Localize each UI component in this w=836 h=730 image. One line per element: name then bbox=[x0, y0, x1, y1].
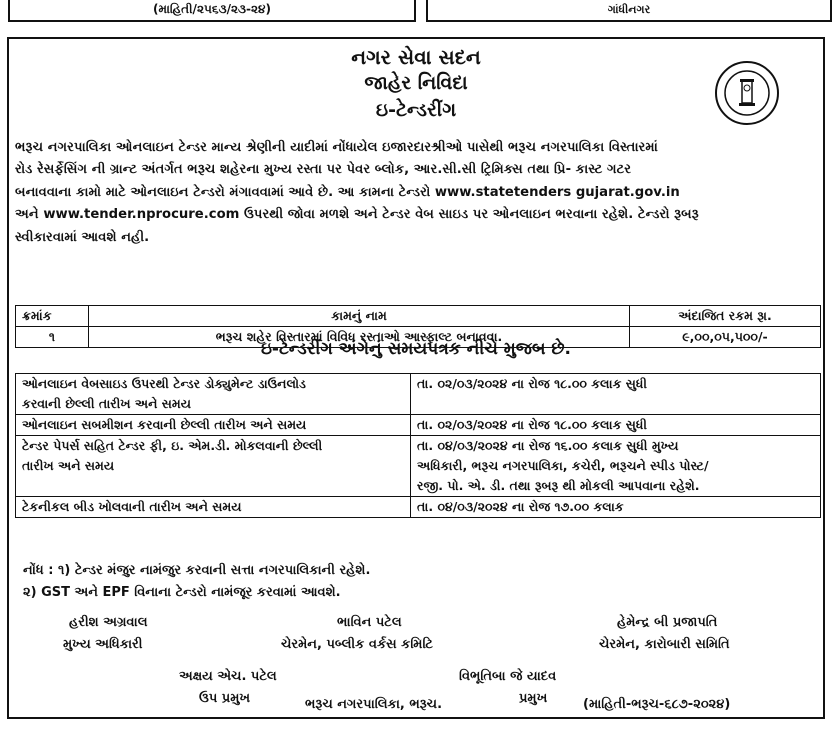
schedule-value-cell bbox=[411, 374, 821, 415]
note-line-1: નોંધ : ૧) ટેન્ડર મંજુર નામંજુર કરવાની સત્તા નગરપાલિકાની રહેશે. bbox=[23, 563, 371, 578]
signatory-2-name: ભાવિન પટેલ bbox=[337, 615, 402, 630]
body-line: બનાવવાના કામો માટે ઓનલાઇન ટેન્ડરો મંગાવવામાં આવે છે. આ કામના ટેન્ડરો www.statetenders gujarat.gov.in bbox=[15, 184, 680, 200]
schedule-label-line: ટેકનીકલ બીડ ખોલવાની તારીખ અને સમય bbox=[22, 499, 242, 514]
schedule-label-cell bbox=[16, 497, 411, 518]
col-work-name-header: કામનું નામ bbox=[89, 306, 630, 327]
col-serial-header: ક્રમાંક bbox=[16, 306, 89, 327]
table-row bbox=[16, 415, 821, 436]
schedule-value-cell bbox=[411, 497, 821, 518]
schedule-label-line: ટેન્ડર પેપર્સ સહિત ટેન્ડર ફી, ઇ. એમ.ડી. મોકલવાની છેલ્લી bbox=[22, 438, 323, 453]
signatory-2-title: ચેરમેન, પબ્લીક વર્કસ કમિટિ bbox=[281, 637, 433, 652]
col-amount-header: અંદાજિત રકમ રૂા. bbox=[630, 306, 821, 327]
schedule-table bbox=[15, 373, 821, 518]
table-row bbox=[16, 436, 821, 497]
notice-reference: (માહિતી-ભરૂચ-૬૮૭-૨૦૨૪) bbox=[583, 697, 731, 712]
signatory-1-name: હરીશ અગ્રવાલ bbox=[69, 615, 148, 630]
schedule-value-line: તા. ૦૪/૦૩/૨૦૨૪ ના રોજ ૧૭.૦૦ કલાક bbox=[417, 499, 624, 514]
signatory-1-title: મુખ્ય અધિકારી bbox=[63, 637, 143, 652]
previous-notice-right-text: ગાંધીનગર bbox=[607, 3, 651, 16]
schedule-value-line: રજી. પો. એ. ડી. તથા રૂબરૂ થી મોકલી આપવાના રહેશે. bbox=[417, 478, 700, 493]
signatory-4-name: અક્ષય એચ. પટેલ bbox=[179, 669, 277, 684]
schedule-label-line: ઓનલાઇન વેબસાઇડ ઉપરથી ટેન્ડર ડોક્યુમેન્ટ ડાઉનલોડ bbox=[22, 376, 306, 391]
schedule-value-line: અધિકારી, ભરૂચ નગરપાલિકા, કચેરી, ભરૂચને સ્પીડ પોસ્ટ/ bbox=[417, 458, 709, 473]
amount-cell: ૯,૦૦,૦૫,૫૦૦/- bbox=[630, 327, 821, 348]
schedule-value-line: તા. ૦૨/૦૩/૨૦૨૪ ના રોજ ૧૮.૦૦ કલાક સુધી bbox=[417, 376, 647, 391]
work-name-cell: ભરૂચ શહેર વિસ્તારમાં વિવિધ રસ્તાઓ આસ્ફાલ્ટ બનાવવા. bbox=[89, 327, 630, 348]
schedule-value-cell bbox=[411, 415, 821, 436]
body-line: અને www.tender.nprocure.com ઉપરથી જોવા મળશે અને ટેન્ડર વેબ સાઇડ પર ઓનલાઇન ભરવાના રહેશે. ટેન્ડરો રૂબરૂ bbox=[15, 207, 699, 223]
tender-notice bbox=[7, 37, 825, 719]
previous-notice-right-box bbox=[426, 0, 832, 22]
schedule-label-cell bbox=[16, 374, 411, 415]
note-line-2: ૨) GST અને EPF વિનાના ટેન્ડરો નામંજૂર કરવામાં આવશે. bbox=[23, 585, 341, 600]
previous-notice-strip bbox=[0, 0, 836, 24]
schedule-value-cell bbox=[411, 436, 821, 497]
signatory-3-title: ચેરમેન, કારોબારી સમિતિ bbox=[599, 637, 730, 652]
table-row bbox=[16, 497, 821, 518]
notice-type: ઇ-ટેન્ડરીંગ bbox=[375, 99, 457, 121]
schedule-label-line: તારીખ અને સમય bbox=[22, 458, 115, 473]
serial-cell: ૧ bbox=[16, 327, 89, 348]
notice-subtitle: જાહેર નિવિદા bbox=[364, 72, 468, 94]
municipality-seal bbox=[715, 61, 779, 125]
schedule-label-cell bbox=[16, 436, 411, 497]
body-line: સ્વીકારવામાં આવશે નહી. bbox=[15, 229, 150, 245]
works-table-header bbox=[16, 306, 821, 327]
body-line: ભરૂચ નગરપાલિકા ઓનલાઇન ટેન્ડર માન્ય શ્રેણીની યાદીમાં નોંધાયેલ ઇજારદારશ્રીઓ પાસેથી ભરૂચ નગરપાલિકા વિસ્તારમાં bbox=[15, 140, 658, 155]
signatory-4-title: ઉપ પ્રમુખ bbox=[199, 691, 251, 706]
signatory-5-title: પ્રમુખ bbox=[519, 691, 548, 706]
signatory-5-name: વિભૂતિબા જે યાદવ bbox=[459, 669, 557, 684]
schedule-label-line: કરવાની છેલ્લી તારીખ અને સમય bbox=[22, 396, 191, 411]
table-row bbox=[16, 374, 821, 415]
previous-notice-left-ref: (માહિતી/૨૫૬૩/૨૩-૨૪) bbox=[153, 2, 271, 16]
body-line: રોડ રેસર્ફેસિંગ ની ગ્રાન્ટ અંતર્ગત ભરૂચ શહેરના મુખ્ય રસ્તા પર પેવર બ્લોક, આર.સી.સી ટ્રિમિક્સ તથા પ્રિ- કાસ્ટ ગટર bbox=[15, 162, 632, 178]
schedule-label-cell bbox=[16, 415, 411, 436]
office-name: ભરૂચ નગરપાલિકા, ભરૂચ. bbox=[305, 697, 443, 712]
notice-title: નગર સેવા સદન bbox=[351, 45, 481, 69]
schedule-heading: ઇ-ટેન્ડરીંગ અંગેનું સમયપત્રક નીચે મુજબ છે. bbox=[260, 339, 572, 359]
schedule-value-line: તા. ૦૨/૦૩/૨૦૨૪ ના રોજ ૧૮.૦૦ કલાક સુધી bbox=[417, 417, 647, 432]
notice-body bbox=[15, 137, 821, 249]
previous-notice-left-box bbox=[8, 0, 416, 22]
schedule-value-line: તા. ૦૪/૦૩/૨૦૨૪ ના રોજ ૧૬.૦૦ કલાક સુધી મુખ્ય bbox=[417, 438, 679, 453]
signatory-3-name: હેમેન્દ્ર બી પ્રજાપતિ bbox=[617, 615, 718, 630]
schedule-label-line: ઓનલાઇન સબમીશન કરવાની છેલ્લી તારીખ અને સમય bbox=[22, 417, 307, 432]
